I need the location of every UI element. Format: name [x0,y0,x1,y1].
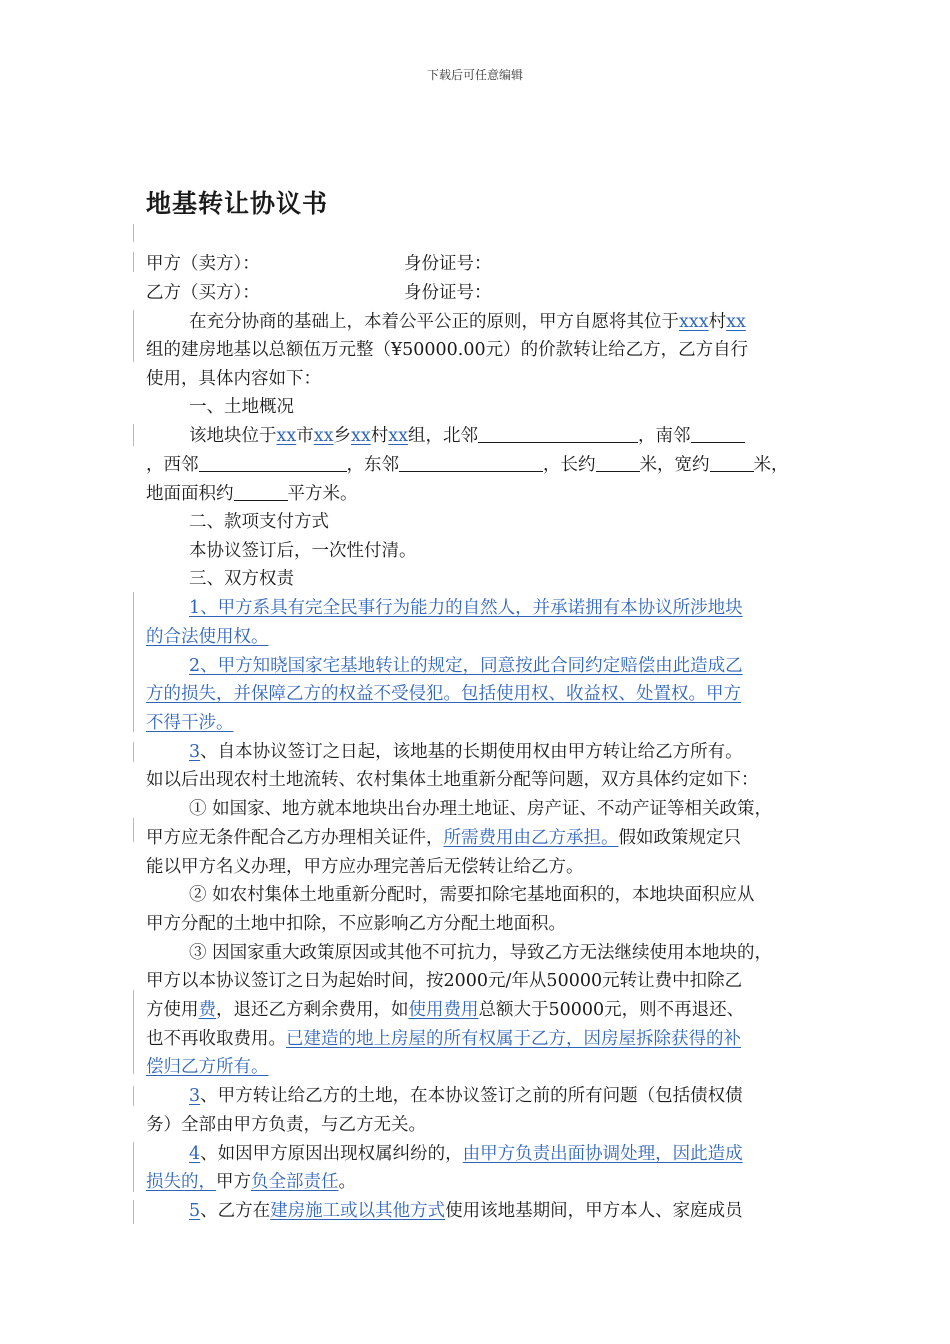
text: 总额大于50000元，则不再退还、 [478,1000,745,1020]
text: 村 [370,426,389,446]
revision-bar [133,424,134,446]
revised-text: 费 [198,1000,216,1020]
clause-3-line-4 [146,1027,741,1051]
text: 平方米。 [287,484,358,504]
header-note: 下载后可任意编辑 [426,68,523,82]
south-blank [691,424,745,443]
text: ，长约 [543,455,596,475]
document-title: 地基转让协议书 [146,189,329,218]
city-placeholder: xx [276,426,297,446]
text: ，东邻 [346,455,399,475]
intro-line-1 [189,310,746,334]
clause-3-line-5: 偿归乙方所有。 [146,1057,269,1077]
revision-bar [133,1200,134,1224]
text: 使用该地基期间，甲方本人、家庭成员 [445,1201,743,1221]
text: 村 [708,312,727,332]
item-number: 4 [189,1144,201,1164]
item-number: 3 [189,1086,201,1106]
text: ，西邻 [146,455,199,475]
party-b-line [146,281,260,305]
revised-text: 建房施工或以其他方式 [270,1201,446,1221]
text: 、乙方在 [200,1201,271,1221]
intro-line-3: 使用，具体内容如下： [146,369,321,389]
group-placeholder: xx [388,426,408,446]
village-placeholder: xxx [679,312,709,332]
revised-text: 已建造的地上房屋的所有权属于乙方，因房屋拆除获得的补 [286,1029,741,1049]
text: 、自本协议签订之日起，该地基的长期使用权由甲方转让给乙方所有。 [200,742,743,762]
text: 米，宽约 [639,455,710,475]
section-1-line-2 [146,453,789,477]
item-3-line-2: 如以后出现农村土地流转、农村集体土地重新分配等问题，双方具体约定如下： [146,770,759,790]
clause-3-line-2: 甲方以本协议签订之日为起始时间，按2000元/年从50000元转让费中扣除乙 [146,971,743,991]
north-blank [478,424,638,443]
item-5-line-2 [146,1170,356,1194]
text: 。 [338,1172,356,1192]
item-4-line-1 [189,1084,743,1108]
revised-text: 使用费用 [408,1000,479,1020]
section-1-line-3 [146,482,358,506]
text: 该地块位于 [189,426,277,446]
township-placeholder: xx [313,426,334,446]
revision-bar [133,990,134,1074]
item-2-line-1: 2、甲方知晓国家宅基地转让的规定，同意按此合同约定赔偿由此造成乙 [189,656,743,676]
text: 地面面积约 [146,484,234,504]
party-b-label: 乙方（买方）： [146,283,260,303]
item-number: 5 [189,1201,201,1221]
text: 米， [753,455,789,475]
intro-line-2: 组的建房地基以总额伍万元整（¥50000.00元）的价款转让给乙方，乙方自行 [146,340,749,360]
group-placeholder: xx [726,312,746,332]
clause-3-line-1: ③ 因国家重大政策原因或其他不可抗力，导致乙方无法继续使用本地块的， [189,943,773,963]
revision-bar [133,252,134,272]
revised-text: 所需费用由乙方承担。 [443,828,619,848]
revision-bar [133,310,134,362]
text: 甲方应无条件配合乙方办理相关证件， [146,828,444,848]
width-blank [710,453,754,472]
party-a-line [146,252,260,276]
clause-3-line-3 [146,998,744,1022]
item-6-line-1 [189,1199,743,1223]
revision-bar [133,818,134,842]
revision-bar [133,1086,134,1106]
section-2-heading: 二、款项支付方式 [189,512,329,532]
section-1-line-1 [189,424,745,448]
clause-1-line-2 [146,826,741,850]
party-a-id: 身份证号： [404,254,492,274]
text: ，退还乙方剩余费用，如 [216,1000,409,1020]
text: ，南邻 [638,426,691,446]
item-4-line-2: 务）全部由甲方负责，与乙方无关。 [146,1115,426,1135]
clause-1-line-3: 能以甲方名义办理，甲方应办理完善后无偿转让给乙方。 [146,857,584,877]
revised-text: 损失的， [146,1172,216,1192]
item-number: 3 [189,742,201,762]
text: 乡 [333,426,351,446]
party-a-label: 甲方（卖方）： [146,254,260,274]
item-2-line-3: 不得干涉。 [146,713,234,733]
area-blank [234,482,288,501]
west-blank [199,453,347,472]
revision-bar [133,1142,134,1192]
revised-text: 由甲方负责出面协调处理，因此造成 [462,1144,743,1164]
item-2-line-2: 方的损失，并保障乙方的权益不受侵犯。包括使用权、收益权、处置权。甲方 [146,684,741,704]
east-blank [399,453,543,472]
text: 、如因甲方原因出现权属纠纷的， [200,1144,463,1164]
text: 在充分协商的基础上，本着公平公正的原则，甲方自愿将其位于 [189,312,679,332]
clause-2-line-2: 甲方分配的土地中扣除，不应影响乙方分配土地面积。 [146,914,566,934]
clause-1-line-1: ① 如国家、地方就本地块出台办理土地证、房产证、不动产证等相关政策， [189,799,773,819]
party-b-id: 身份证号： [404,283,492,303]
revised-text: 负全部责任 [251,1172,339,1192]
item-1-line-2: 的合法使用权。 [146,627,269,647]
text: 方使用 [146,1000,199,1020]
revision-bar [133,742,134,762]
village-placeholder: xx [351,426,371,446]
text: 组，北邻 [408,426,478,446]
revision-bar [133,592,134,732]
item-3-line-1 [189,740,743,764]
text: 也不再收取费用。 [146,1029,286,1049]
text: 市 [296,426,314,446]
text: 甲方 [216,1172,251,1192]
text: 、甲方转让给乙方的土地，在本协议签订之前的所有问题（包括债权债 [200,1086,743,1106]
item-1-line-1: 1、甲方系具有完全民事行为能力的自然人，并承诺拥有本协议所涉地块 [189,598,743,618]
revision-bar [133,224,134,242]
section-3-heading: 三、双方权责 [189,569,294,589]
section-1-heading: 一、土地概况 [189,397,294,417]
item-5-line-1 [189,1142,743,1166]
length-blank [596,453,640,472]
text: 假如政策规定只 [618,828,741,848]
clause-2-line-1: ② 如农村集体土地重新分配时，需要扣除宅基地面积的，本地块面积应从 [189,885,755,905]
section-2-body: 本协议签订后，一次性付清。 [189,541,417,561]
